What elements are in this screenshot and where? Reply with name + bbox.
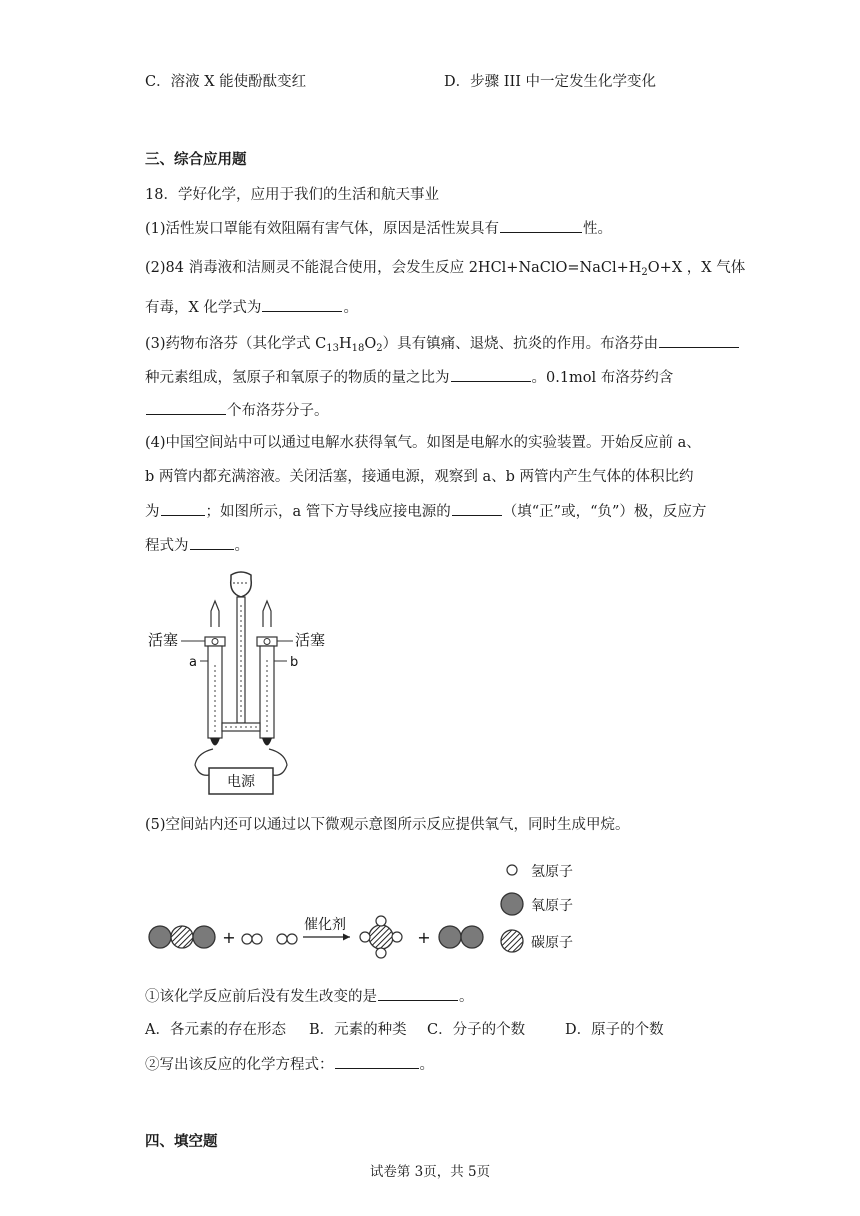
plus-sign: +	[417, 928, 431, 947]
answer-blank[interactable]	[500, 218, 582, 233]
subscript: 18	[351, 343, 365, 354]
micro-reaction-diagram	[145, 855, 595, 967]
tube-a-label: a	[189, 655, 197, 670]
q18-part-5: (5)空间站内还可以通过以下微观示意图所示反应提供氧气，同时生成甲烷。	[145, 817, 630, 833]
section-4-title: 四、填空题	[145, 1133, 218, 1150]
q18-sub-1-option-a: A．各元素的存在形态	[145, 1022, 286, 1038]
answer-blank[interactable]	[262, 297, 342, 312]
carbon-atom-icon	[501, 930, 523, 952]
methane-molecule	[360, 916, 402, 958]
legend-hydrogen	[507, 864, 573, 880]
catalyst-label: 催化剂	[304, 917, 346, 933]
formula-h: H	[338, 336, 352, 352]
legend-label: 氢原子	[531, 864, 573, 880]
reservoir-bulb	[231, 572, 252, 597]
section-3-title: 三、综合应用题	[145, 151, 247, 168]
answer-blank[interactable]	[378, 986, 458, 1001]
q18-part-3-cont2	[145, 400, 329, 421]
legend-label: 碳原子	[531, 935, 573, 951]
q18-p4-text-d: 程式为	[145, 538, 189, 554]
formula-o: O	[364, 336, 377, 352]
q18-p4-text-e: 。	[234, 538, 249, 554]
q18-sub-1-option-d: D．原子的个数	[565, 1022, 664, 1038]
answer-blank[interactable]	[146, 400, 226, 415]
answer-blank[interactable]	[452, 501, 502, 516]
tube-a-nozzle	[211, 601, 219, 627]
electrolysis-apparatus-figure	[145, 565, 326, 800]
q18-p3-text: (3)药物布洛芬（其化学式 C	[145, 336, 327, 352]
answer-blank[interactable]	[451, 367, 531, 382]
q18-part-4-line1: (4)中国空间站中可以通过电解水获得氧气。如图是电解水的实验装置。开始反应前 a、	[145, 435, 701, 451]
electrode-b	[262, 738, 272, 746]
oxygen-molecule	[439, 926, 483, 948]
q18-stem: 18．学好化学，应用于我们的生活和航天事业	[145, 187, 439, 203]
q18-p1-end: 性。	[583, 221, 613, 237]
q17-option-c: C．溶液 X 能使酚酞变红	[145, 74, 307, 90]
plus-sign: +	[222, 928, 236, 947]
q18-p2-text-c: 有毒，X 化学式为	[145, 300, 262, 316]
q18-part-4-line3	[145, 501, 706, 522]
answer-blank[interactable]	[161, 501, 205, 516]
q18-sub1-end: 。	[459, 989, 474, 1005]
q18-p3-text-d: 。0.1mol 布洛芬约含	[531, 370, 674, 386]
hydrogen-atom-icon	[507, 865, 517, 875]
power-label: 电源	[227, 774, 255, 790]
q18-p3-text-c: 种元素组成，氢原子和氧原子的物质的量之比为	[145, 370, 450, 386]
q18-p4-text-a: 为	[145, 504, 160, 520]
q18-sub-2	[145, 1054, 434, 1075]
stopcock-left-label: 活塞	[148, 631, 179, 649]
q18-p1-text: (1)活性炭口罩能有效阻隔有害气体，原因是活性炭具有	[145, 221, 500, 237]
q18-p2-end: 。	[343, 300, 358, 316]
legend-label: 氧原子	[531, 898, 573, 914]
subscript: 2	[641, 267, 648, 278]
q18-part-2-cont	[145, 297, 358, 318]
q18-part-1	[145, 218, 612, 239]
q18-p4-text-b: ；如图所示，a 管下方导线应接电源的	[205, 504, 451, 520]
answer-blank[interactable]	[659, 333, 739, 348]
q18-sub2-text: ②写出该反应的化学方程式：	[145, 1057, 334, 1073]
oxygen-atom-icon	[501, 893, 523, 915]
hydrogen-molecule	[277, 934, 297, 944]
q18-p3-text-b: ）具有镇痛、退烧、抗炎的作用。布洛芬由	[382, 336, 659, 352]
electrode-a	[210, 738, 220, 746]
q18-sub-1-option-b: B．元素的种类	[309, 1022, 407, 1038]
legend-oxygen	[501, 893, 573, 915]
q18-sub-1-option-c: C．分子的个数	[427, 1022, 526, 1038]
q17-option-d: D．步骤 III 中一定发生化学变化	[444, 74, 657, 90]
q18-sub-1	[145, 986, 474, 1007]
q18-part-3-cont	[145, 367, 673, 388]
q18-p2-text-b: O+X ，X 气体	[647, 260, 746, 276]
q18-part-2	[145, 258, 745, 278]
stopcock-right-label: 活塞	[295, 631, 326, 649]
legend-carbon	[501, 930, 573, 952]
hydrogen-molecule	[242, 934, 262, 944]
subscript: 2	[376, 343, 383, 354]
q18-part-3	[145, 333, 740, 354]
q18-p2-text: (2)84 消毒液和洁厕灵不能混合使用，会发生反应 2HCl+NaClO=NaCl+H	[145, 260, 642, 276]
q18-p3-text-e: 个布洛芬分子。	[227, 403, 329, 419]
page-footer: 试卷第 3页，共 5页	[369, 1164, 491, 1180]
answer-blank[interactable]	[335, 1054, 419, 1069]
q18-sub1-text: ①该化学反应前后没有发生改变的是	[145, 989, 377, 1005]
tube-b-nozzle	[263, 601, 271, 627]
tube-b-label: b	[290, 655, 299, 670]
q18-part-4-line2: b 两管内都充满溶液。关闭活塞，接通电源，观察到 a、b 两管内产生气体的体积比约	[145, 469, 694, 485]
q18-part-4-line4	[145, 535, 249, 556]
carbon-dioxide-molecule	[149, 926, 215, 948]
answer-blank[interactable]	[190, 535, 234, 550]
q18-p4-text-c: （填“正”或，“负”）极，反应方	[502, 504, 707, 520]
subscript: 13	[326, 343, 339, 354]
q18-sub2-end: 。	[419, 1057, 434, 1073]
